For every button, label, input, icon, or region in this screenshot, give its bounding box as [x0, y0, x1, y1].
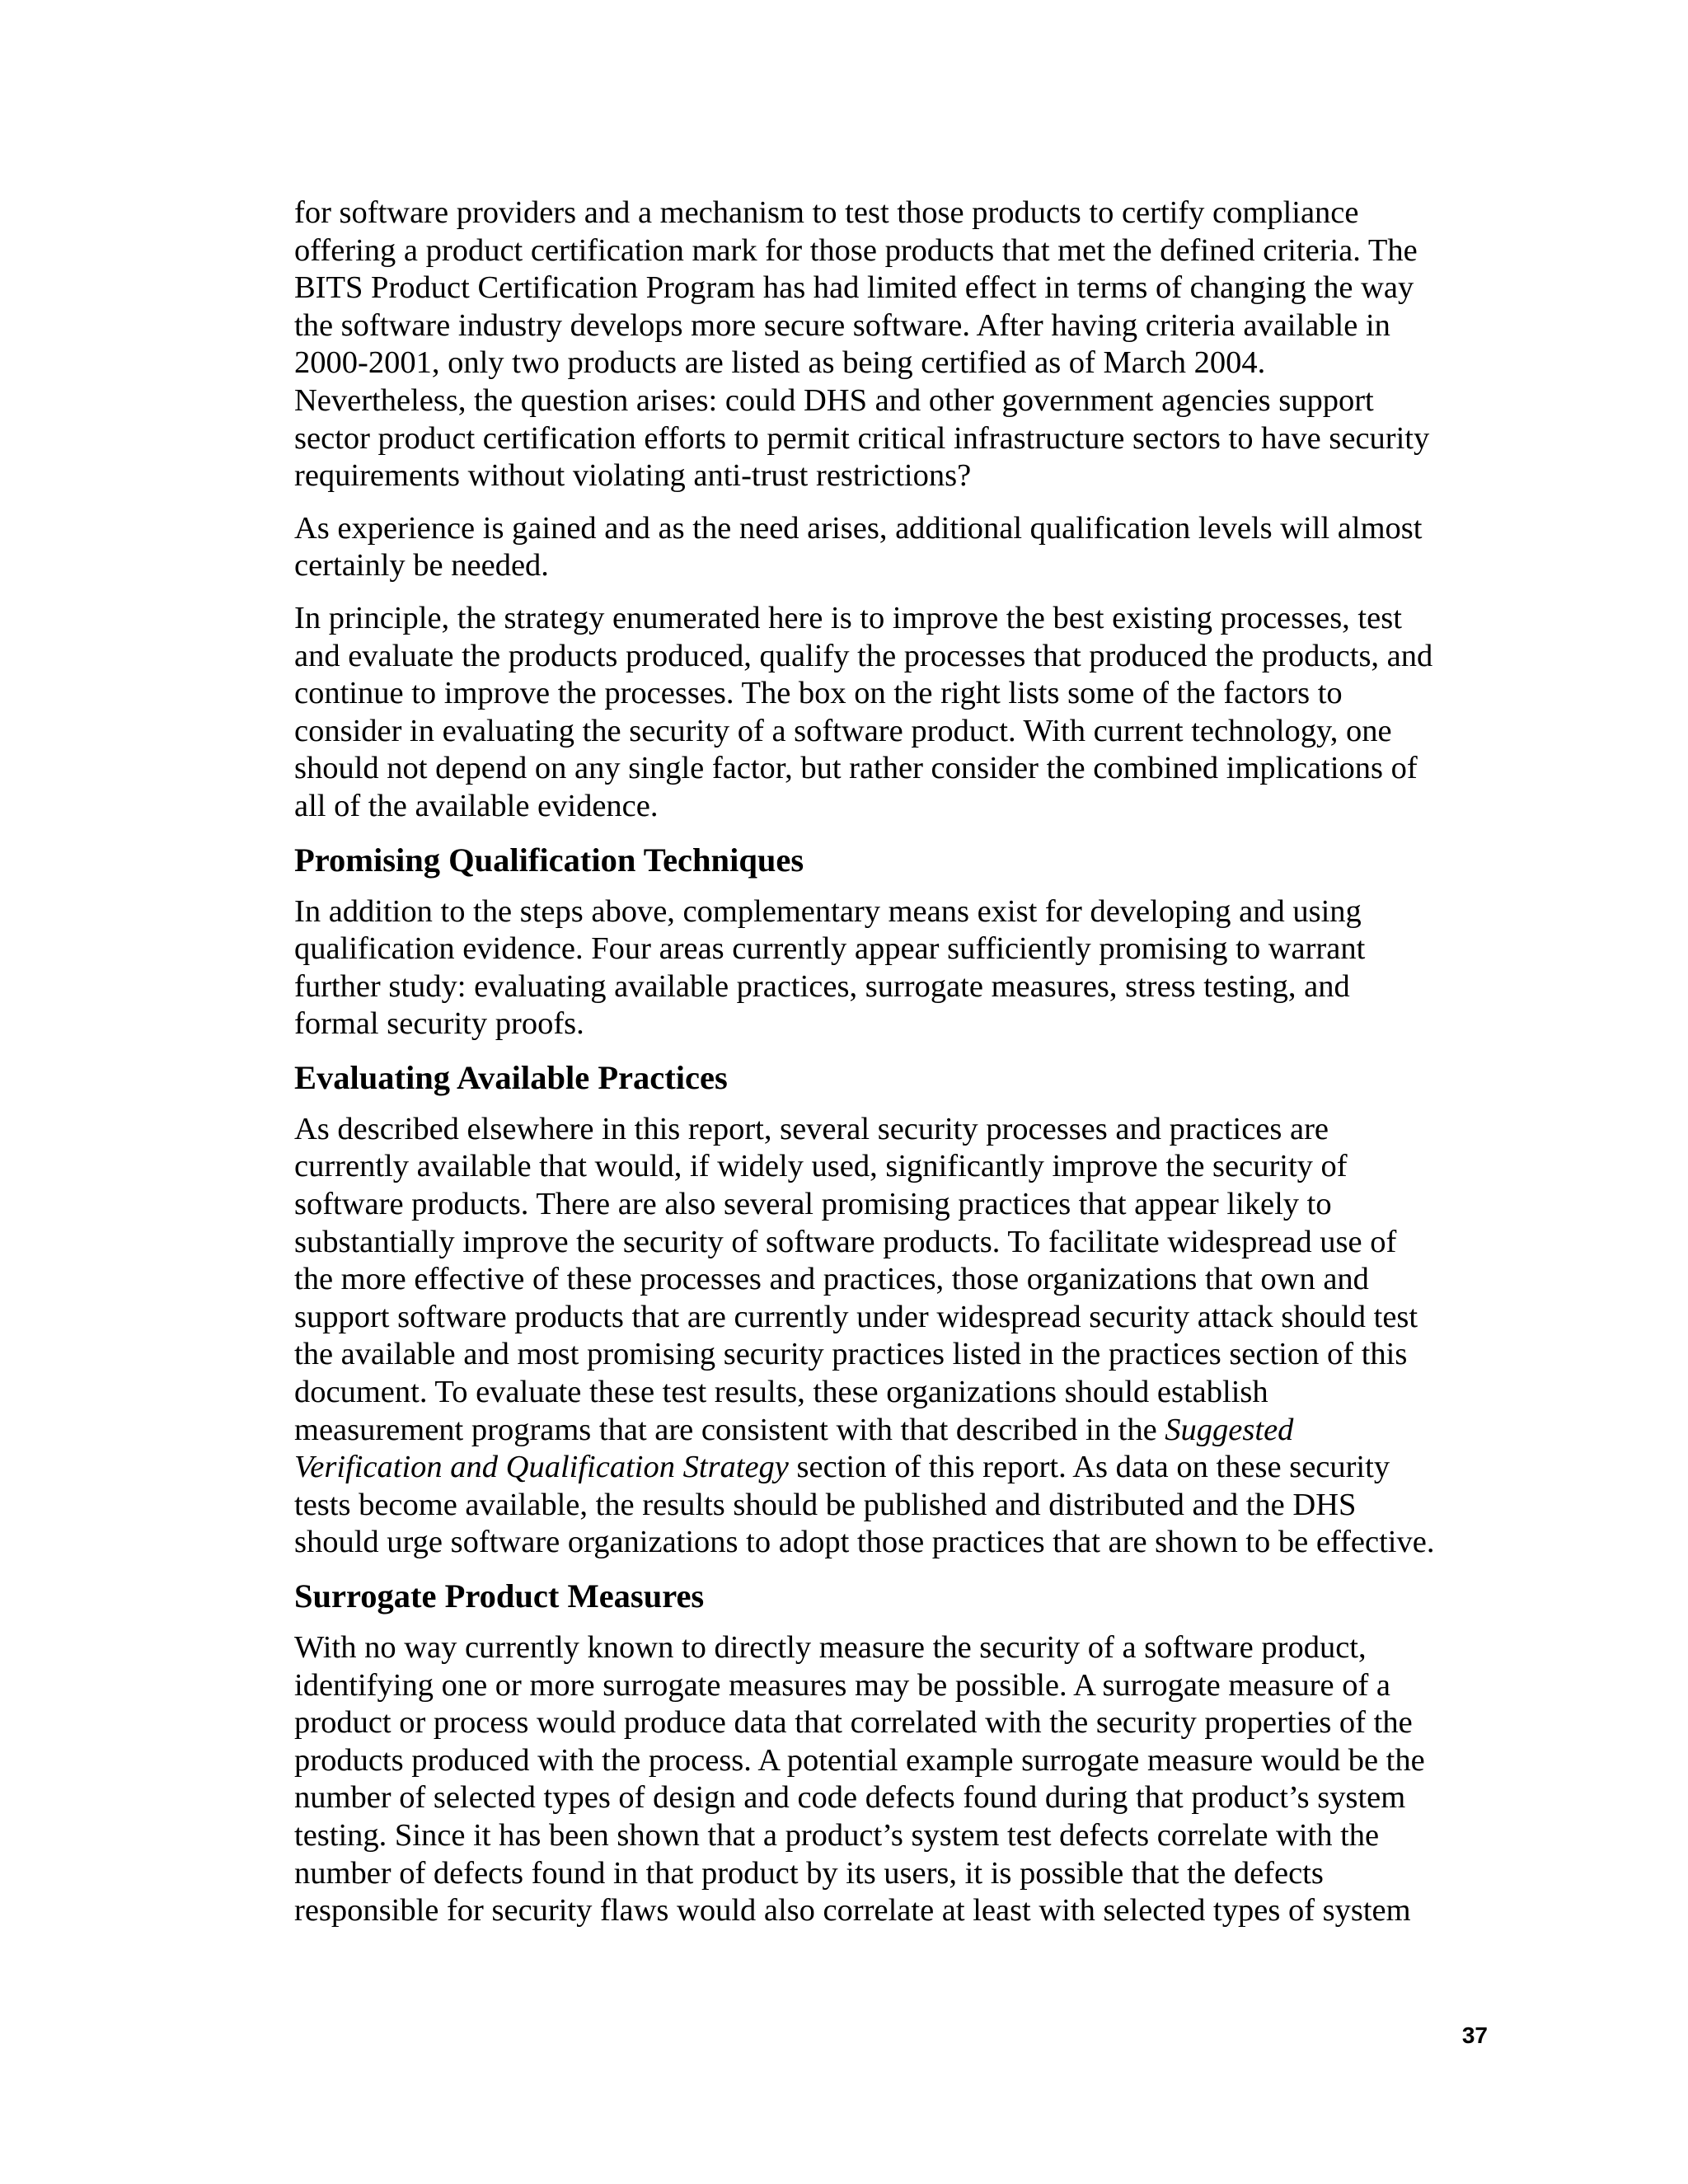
paragraph-strategy-principle: In principle, the strategy enumerated here is to improve the best existing processes, test and evaluate the products produced, qualify the processes that produced the products, and continue to improve the processes. The box on the right lists some of the factors to consider in evaluating the security of a software product. With current technology, one should not depend on any single factor, but rather consider the combined implications of all of the available evidence. [294, 600, 1433, 823]
page-body [294, 194, 1481, 1945]
paragraph-surrogate-measures: With no way currently known to directly measure the security of a software product, identifying one or more surrogate measures may be possible. A surrogate measure of a product or process would produce data that correlated with the security properties of the products produced with the process. A potential example surrogate measure would be the number of selected types of design and code defects found during that product’s system testing. Since it has been shown that a product’s system test defects correlate with the number of defects found in that product by its users, it is possible that the defects responsible for security flaws would also correlate at least with selected types of system [294, 1630, 1425, 1929]
paragraph-qualification-levels: As experience is gained and as the need arises, additional qualification levels will almost certainly be needed. [294, 510, 1423, 583]
paragraph-evaluating-practices [294, 1111, 1481, 1562]
heading-surrogate-product-measures: Surrogate Product Measures [294, 1577, 705, 1615]
evaluating-text-before: As described elsewhere in this report, several security processes and practices are currently available that would, if widely used, significantly improve the security of software products. There are also several promising practices that appear likely to substantially improve the security of software products. To facilitate widespread use of the more effective of these processes and practices, those organizations that own and support software products that are currently under widespread security attack should test the available and most promising security practices listed in the practices section of this document. To evaluate these test results, these organizations should establish measurement programs that are consistent with that described in the [294, 1111, 1418, 1447]
paragraph-bits-certification: for software providers and a mechanism to test those products to certify compliance offering a product certification mark for those products that met the defined criteria. The BITS Product Certification Program has had limited effect in terms of changing the way the software industry develops more secure software. After having criteria available in 2000-2001, only two products are listed as being certified as of March 2004. Nevertheless, the question arises: could DHS and other government agencies support sector product certification efforts to permit critical infrastructure sectors to have security requirements without violating anti-trust restrictions? [294, 195, 1430, 494]
heading-promising-qualification-techniques: Promising Qualification Techniques [294, 841, 804, 879]
heading-evaluating-available-practices: Evaluating Available Practices [294, 1058, 728, 1096]
paragraph-promising-techniques: In addition to the steps above, complementary means exist for developing and using qualification evidence. Four areas currently appear sufficiently promising to warrant further study: evaluating available practices, surrogate measures, stress testing, and formal security proofs. [294, 893, 1366, 1042]
page-number: 37 [1461, 2022, 1488, 2048]
evaluating-text-italic-title: Suggested Verification and Qualification Strategy [294, 1412, 1294, 1485]
evaluating-text-after: section of this report. As data on these security tests become available, the results should be published and distributed and the DHS should urge software organizations to adopt those practices that are shown to be effective. [294, 1450, 1435, 1560]
